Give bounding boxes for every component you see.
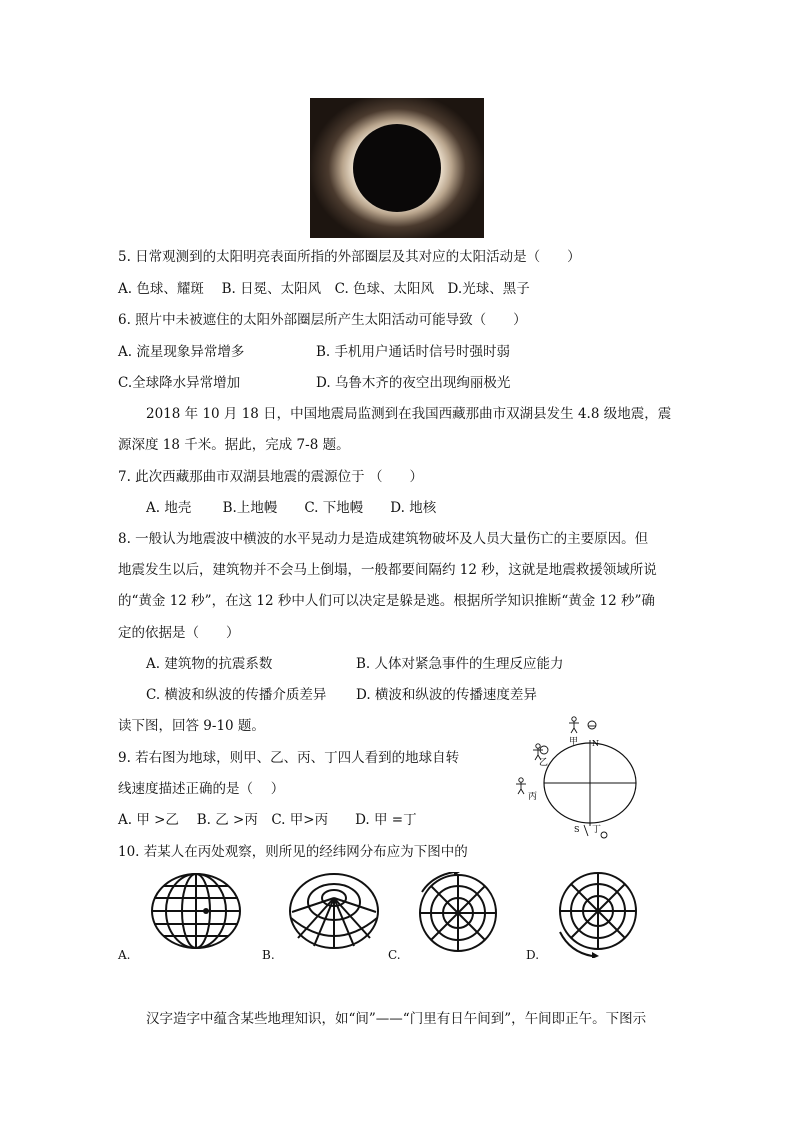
grid-option-d <box>552 872 644 958</box>
grid-label-b: B. <box>262 948 275 962</box>
label-south: S <box>574 825 580 834</box>
question-6-option-d: D. 乌鲁木齐的夜空出现绚丽极光 <box>316 375 511 391</box>
question-5-options: A. 色球、耀斑 B. 日冕、太阳风 C. 色球、太阳风 D.光球、黑子 <box>118 281 530 297</box>
intro-7-8-line-1: 2018 年 10 月 18 日，中国地震局监测到在我国西藏那曲市双湖县发生 4.8 级地震，震 <box>146 406 672 422</box>
grid-option-b <box>288 872 380 950</box>
grid-option-c <box>412 872 504 954</box>
label-ding: 丁 <box>592 825 602 835</box>
intro-9-10: 读下图，回答 9-10 题。 <box>118 718 265 734</box>
question-6-option-c: C.全球降水异常增加 <box>118 375 241 391</box>
question-6-option-b: B. 手机用户通话时信号时强时弱 <box>316 344 511 360</box>
question-5-stem: 5. 日常观测到的太阳明亮表面所指的外部圈层及其对应的太阳活动是（ ） <box>118 249 581 265</box>
question-8-option-b: B. 人体对紧急事件的生理反应能力 <box>356 656 564 672</box>
intro-7-8-line-2: 源深度 18 千米。据此，完成 7-8 题。 <box>118 437 350 453</box>
question-8-option-a: A. 建筑物的抗震系数 <box>146 656 273 672</box>
grid-label-c: C. <box>388 948 401 962</box>
label-bing: 丙 <box>528 792 538 802</box>
question-8-option-d: D. 横波和纵波的传播速度差异 <box>356 687 537 703</box>
question-9-line-2: 线速度描述正确的是（ ） <box>118 781 285 797</box>
label-north: N <box>592 739 599 748</box>
question-7-stem: 7. 此次西藏那曲市双湖县地震的震源位于 （ ） <box>118 469 423 485</box>
question-9-options: A. 甲 >乙 B. 乙 >丙 C. 甲>丙 D. 甲 =丁 <box>118 812 417 828</box>
question-9-line-1: 9. 若右图为地球，则甲、乙、丙、丁四人看到的地球自转 <box>118 750 460 766</box>
grid-option-a <box>150 872 242 950</box>
question-8-line-4: 定的依据是（ ） <box>118 625 240 641</box>
question-7-options: A. 地壳 B.上地幔 C. 下地幔 D. 地核 <box>146 500 437 516</box>
grid-label-d: D. <box>526 948 540 962</box>
question-6-option-a: A. 流星现象异常增多 <box>118 344 245 360</box>
question-8-line-1: 8. 一般认为地震波中横波的水平晃动力是造成建筑物破坏及人员大量伤亡的主要原因。但 <box>118 531 649 547</box>
question-8-line-3: 的“黄金 12 秒”，在这 12 秒中人们可以决定是躲是逃。根据所学知识推断“黄金 12 秒”确 <box>118 593 655 609</box>
question-6-stem: 6. 照片中未被遮住的太阳外部圈层所产生太阳活动可能导致（ ） <box>118 312 527 328</box>
label-jia: 甲 <box>569 737 579 747</box>
question-10-stem: 10. 若某人在丙处观察，则所见的经纬网分布应为下图中的 <box>118 844 468 860</box>
question-8-line-2: 地震发生以后，建筑物并不会马上倒塌，一般都要间隔约 12 秒，这就是地震救援领域所说 <box>118 562 657 578</box>
label-yi: 乙 <box>539 758 549 768</box>
solar-eclipse-photo <box>310 98 484 238</box>
closing-paragraph: 汉字造字中蕴含某些地理知识，如“间”——“门里有日午间到”，午间即正午。下图示 <box>146 1011 647 1027</box>
question-8-option-c: C. 横波和纵波的传播介质差异 <box>146 687 327 703</box>
earth-observers-figure <box>512 712 642 840</box>
grid-label-a: A. <box>118 948 131 962</box>
